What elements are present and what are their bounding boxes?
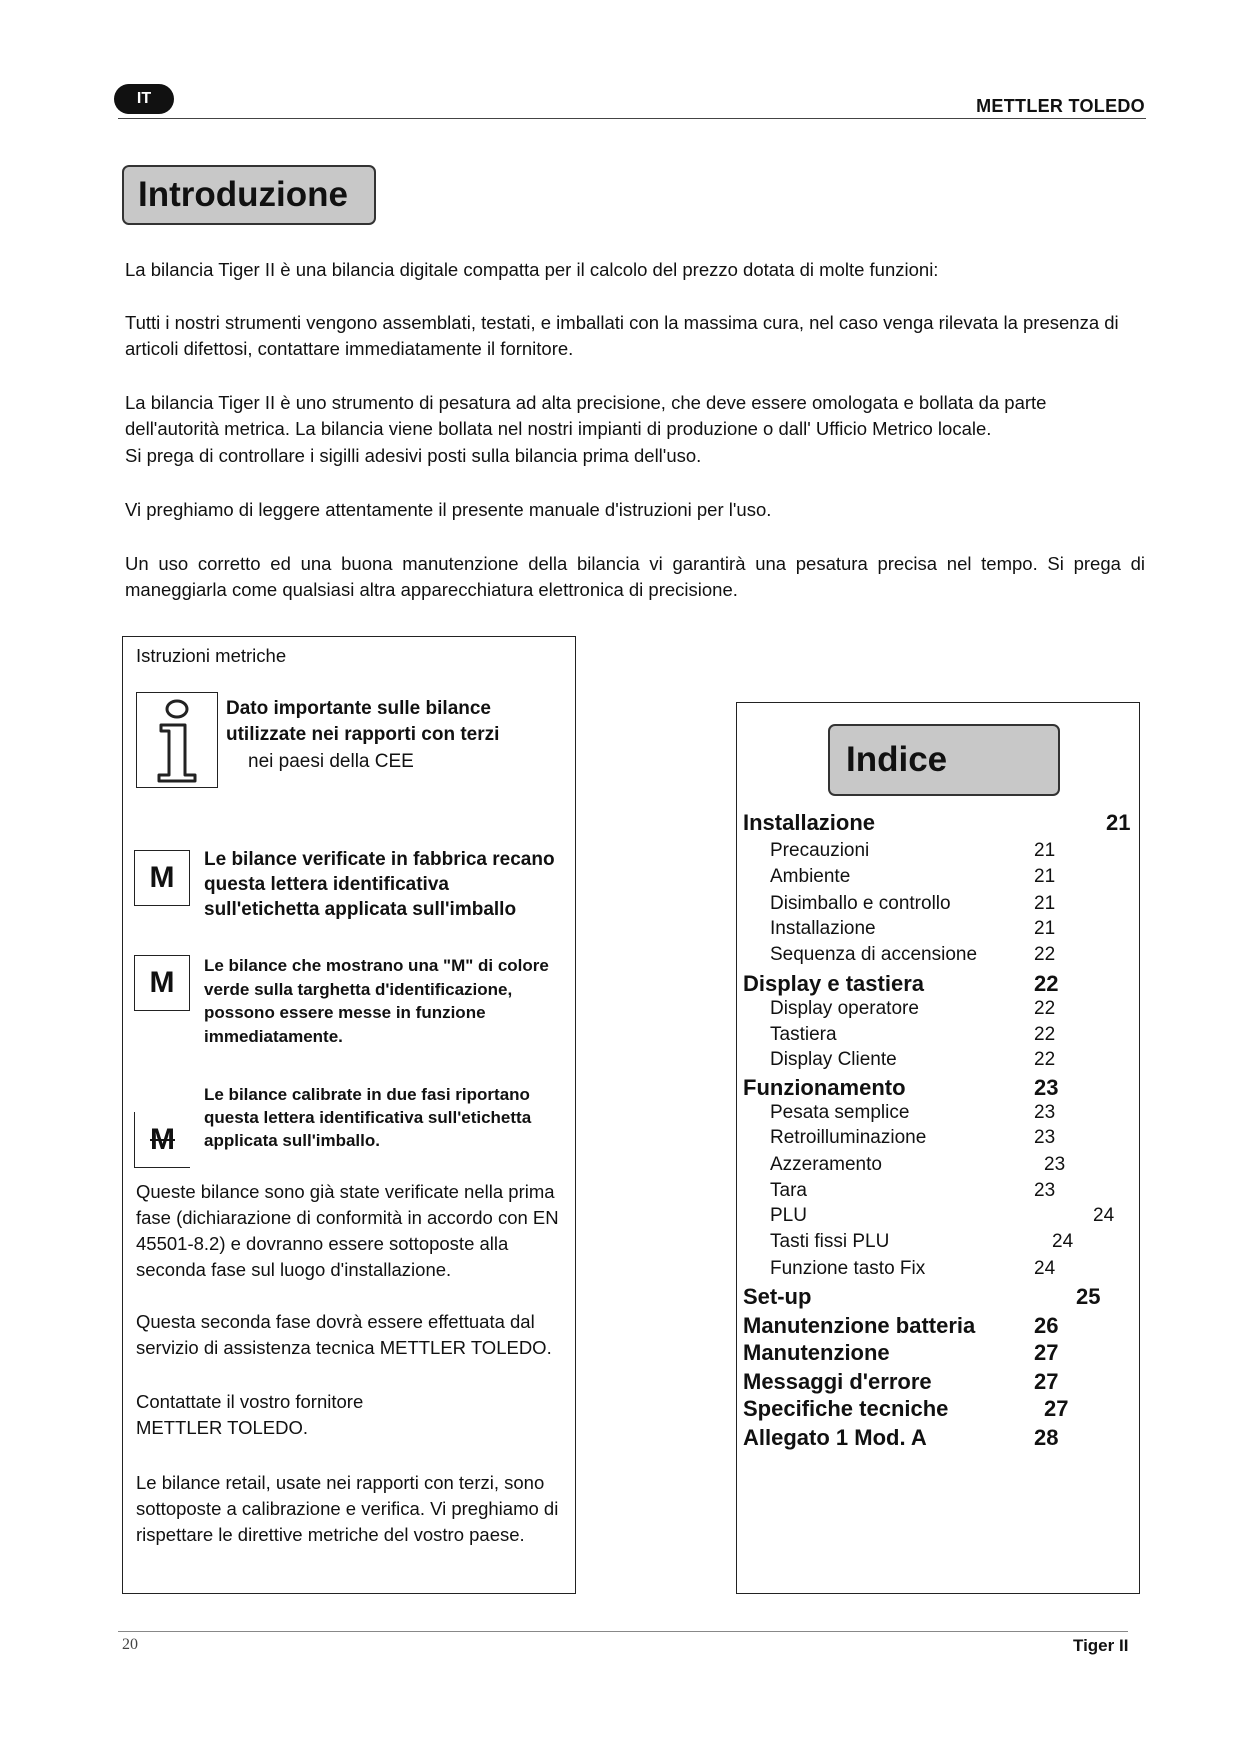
index-entry-page: 22 — [1034, 971, 1059, 996]
m-mark-text-1: Le bilance verificate in fabbrica recano questa lettera identificativa sull'etichetta applicata sull'imballo — [204, 849, 555, 920]
m-mark-icon: M — [134, 850, 190, 906]
index-entry-page: 21 — [1106, 810, 1131, 835]
index-entry-label: Azzeramento — [770, 1154, 882, 1175]
index-entry-label: Funzione tasto Fix — [770, 1258, 926, 1279]
metric-heading: Istruzioni metriche — [136, 645, 287, 666]
m-two-stage-letter: M — [150, 1122, 175, 1156]
index-entry-page: 22 — [1034, 1024, 1056, 1045]
intro-paragraph-3: La bilancia Tiger II è uno strumento di pesatura ad alta precisione, che deve essere omologata e bollata da parte dell'autorità metrica. La bilancia viene bollata nel nostri impianti di produzione o dall' Ufficio Metrico locale. — [125, 392, 1047, 439]
index-entry-label: Precauzioni — [770, 840, 870, 861]
index-entry-page: 26 — [1034, 1313, 1059, 1338]
index-entry-page: 21 — [1034, 866, 1056, 887]
index-entry-page: 23 — [1034, 1127, 1056, 1148]
metric-paragraph-4: METTLER TOLEDO. — [136, 1417, 309, 1438]
index-entry-label: Specifiche tecniche — [743, 1396, 949, 1421]
index-entry-label: Manutenzione — [743, 1340, 890, 1365]
info-bold-line-2: utilizzate nei rapporti con terzi — [226, 724, 500, 745]
index-entry-page: 23 — [1034, 1180, 1056, 1201]
index-entry-label: Manutenzione batteria — [743, 1313, 976, 1338]
intro-paragraph-6: Un uso corretto ed una buona manutenzione della bilancia vi garantirà una pesatura precisa nel tempo. Si prega di maneggiarla come qualsiasi altra apparecchiatura elettronica di precisione. — [125, 553, 1145, 600]
index-entry-label: Display e tastiera — [743, 971, 924, 996]
index-entry-page: 27 — [1034, 1369, 1059, 1394]
info-bold-line-1: Dato importante sulle bilance — [226, 698, 491, 719]
index-entry-label: Funzionamento — [743, 1075, 906, 1100]
intro-paragraph-2: Tutti i nostri strumenti vengono assemblati, testati, e imballati con la massima cura, nel caso venga rilevata la presenza di articoli difettosi, contattare immediatamente il fornitore. — [125, 312, 1119, 359]
index-entry-label: Tasti fissi PLU — [770, 1231, 890, 1252]
metric-paragraph-5: Le bilance retail, usate nei rapporti con terzi, sono sottoposte a calibrazione e verifica. Vi preghiamo di rispettare le direttive metriche del vostro paese. — [136, 1472, 559, 1545]
index-entry-page: 21 — [1034, 918, 1056, 939]
index-entry-label: Ambiente — [770, 866, 851, 887]
metric-paragraph-3: Contattate il vostro fornitore — [136, 1391, 364, 1412]
index-entry-page: 22 — [1034, 1049, 1056, 1070]
language-badge: IT — [114, 84, 174, 114]
index-entry-page: 22 — [1034, 998, 1056, 1019]
index-entry-page: 21 — [1034, 893, 1056, 914]
index-entry-label: Messaggi d'errore — [743, 1369, 932, 1394]
index-entry-label: Disimballo e controllo — [770, 893, 951, 914]
index-entry-label: Set-up — [743, 1284, 812, 1309]
index-entry-page: 21 — [1034, 840, 1056, 861]
index-title: Indice — [828, 724, 1060, 796]
intro-paragraph-1: La bilancia Tiger II è una bilancia digitale compatta per il calcolo del prezzo dotata di molte funzioni: — [125, 259, 939, 280]
index-entry-page: 24 — [1093, 1205, 1115, 1226]
metric-paragraph-1: Queste bilance sono già state verificate nella prima fase (dichiarazione di conformità in accordo con EN 45501-8.2) e dovranno essere sottoposte alla seconda fase sul luogo d'installazione. — [136, 1181, 559, 1280]
m-mark-text-3: Le bilance calibrate in due fasi riportano questa lettera identificativa sull'etichetta applicata sull'imballo. — [204, 1085, 532, 1150]
intro-paragraph-5: Vi preghiamo di leggere attentamente il presente manuale d'istruzioni per l'uso. — [125, 499, 772, 520]
index-entry-page: 28 — [1034, 1425, 1059, 1450]
index-entry-label: Display Cliente — [770, 1049, 897, 1070]
index-entry-page: 25 — [1076, 1284, 1101, 1309]
index-entry-page: 27 — [1034, 1340, 1059, 1365]
index-entry-page: 22 — [1034, 944, 1056, 965]
header-divider — [118, 118, 1146, 119]
index-entry-label: Sequenza di accensione — [770, 944, 978, 965]
index-entry-page: 23 — [1034, 1102, 1056, 1123]
page-number: 20 — [122, 1636, 138, 1653]
index-entry-label: Installazione — [743, 810, 876, 835]
index-entry-page: 24 — [1034, 1258, 1056, 1279]
page-title: Introduzione — [122, 165, 376, 225]
info-icon-glyph — [137, 693, 217, 787]
m-mark-text-2: Le bilance che mostrano una "M" di colore verde sulla targhetta d'identificazione, possono essere messe in funzione immediatamente. — [204, 956, 549, 1046]
brand-name: METTLER TOLEDO — [976, 96, 1145, 116]
footer-product-name: Tiger II — [1073, 1636, 1129, 1655]
intro-paragraph-4: Si prega di controllare i sigilli adesivi posti sulla bilancia prima dell'uso. — [125, 445, 702, 466]
info-icon — [136, 692, 218, 788]
index-entry-label: Tara — [770, 1180, 807, 1201]
index-entry-label: Retroilluminazione — [770, 1127, 927, 1148]
index-entry-label: PLU — [770, 1205, 807, 1226]
index-entry-page: 23 — [1034, 1075, 1059, 1100]
info-normal-line: nei paesi della CEE — [248, 751, 414, 772]
metric-paragraph-2: Questa seconda fase dovrà essere effettuata dal servizio di assistenza tecnica METTLER TOLEDO. — [136, 1311, 552, 1358]
index-entry-page: 27 — [1044, 1396, 1069, 1421]
index-entry-label: Tastiera — [770, 1024, 837, 1045]
m-green-mark-icon: M — [134, 955, 190, 1011]
index-entry-page: 24 — [1052, 1231, 1074, 1252]
index-entry-page: 23 — [1044, 1154, 1066, 1175]
index-entry-label: Allegato 1 Mod. A — [743, 1425, 927, 1450]
m-two-stage-mark-icon — [134, 1112, 190, 1168]
footer-divider — [118, 1631, 1128, 1632]
index-entry-label: Installazione — [770, 918, 876, 939]
index-entry-label: Pesata semplice — [770, 1102, 910, 1123]
index-entry-label: Display operatore — [770, 998, 919, 1019]
